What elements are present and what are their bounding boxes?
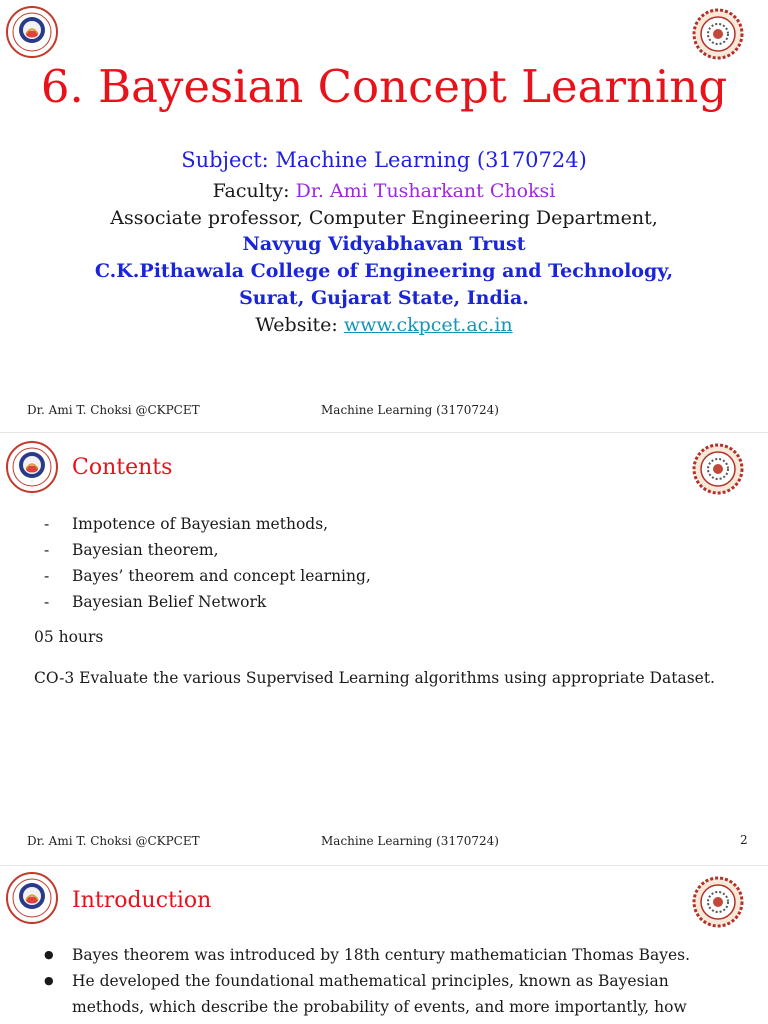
footer-author: Dr. Ami T. Choksi @CKPCET	[27, 834, 200, 848]
trust-emblem-icon	[6, 441, 58, 493]
college-gear-emblem-icon	[692, 876, 744, 928]
section-title: Contents	[72, 455, 173, 480]
college-gear-emblem-icon	[692, 8, 744, 60]
slide-introduction	[0, 866, 768, 1024]
section-title: Introduction	[72, 888, 212, 913]
slide-contents	[0, 433, 768, 866]
list-item: - Impotence of Bayesian methods,	[44, 511, 371, 537]
trust-emblem-icon	[6, 6, 58, 58]
faculty-name: Dr. Ami Tusharkant Choksi	[295, 180, 556, 202]
page-number: 2	[740, 833, 748, 847]
introduction-bullets	[72, 942, 732, 1020]
subject-line: Subject: Machine Learning (3170724)	[181, 148, 587, 172]
faculty-label: Faculty:	[212, 180, 296, 202]
designation-line: Associate professor, Computer Engineering Department,	[110, 207, 658, 229]
website-link[interactable]: www.ckpcet.ac.in	[343, 314, 513, 336]
faculty-line	[0, 180, 768, 202]
trust-emblem-icon	[6, 872, 58, 924]
footer-subject: Machine Learning (3170724)	[321, 403, 499, 417]
list-item: - Bayesian Belief Network	[44, 589, 371, 615]
footer-author: Dr. Ami T. Choksi @CKPCET	[27, 403, 200, 417]
website-label: Website:	[255, 314, 344, 336]
presentation-title: 6. Bayesian Concept Learning	[40, 60, 728, 113]
website-line	[0, 314, 768, 336]
duration-text: 05 hours	[34, 628, 104, 646]
course-outcome-text: CO-3 Evaluate the various Supervised Learning algorithms using appropriate Dataset.	[34, 669, 715, 687]
list-item: - Bayes’ theorem and concept learning,	[44, 563, 371, 589]
list-item: ● Bayes theorem was introduced by 18th century mathematician Thomas Bayes.	[72, 942, 732, 968]
list-item: ● He developed the foundational mathematical principles, known as Bayesian methods, which describe the probability of events, and more importantly, how	[72, 968, 732, 1020]
college-gear-emblem-icon	[692, 443, 744, 495]
college-location: Surat, Gujarat State, India.	[239, 287, 529, 309]
contents-list	[44, 511, 371, 615]
trust-name: Navyug Vidyabhavan Trust	[242, 233, 526, 255]
college-name: C.K.Pithawala College of Engineering and Technology,	[94, 260, 674, 282]
footer-subject: Machine Learning (3170724)	[321, 834, 499, 848]
list-item: - Bayesian theorem,	[44, 537, 371, 563]
slide-title	[0, 0, 768, 433]
